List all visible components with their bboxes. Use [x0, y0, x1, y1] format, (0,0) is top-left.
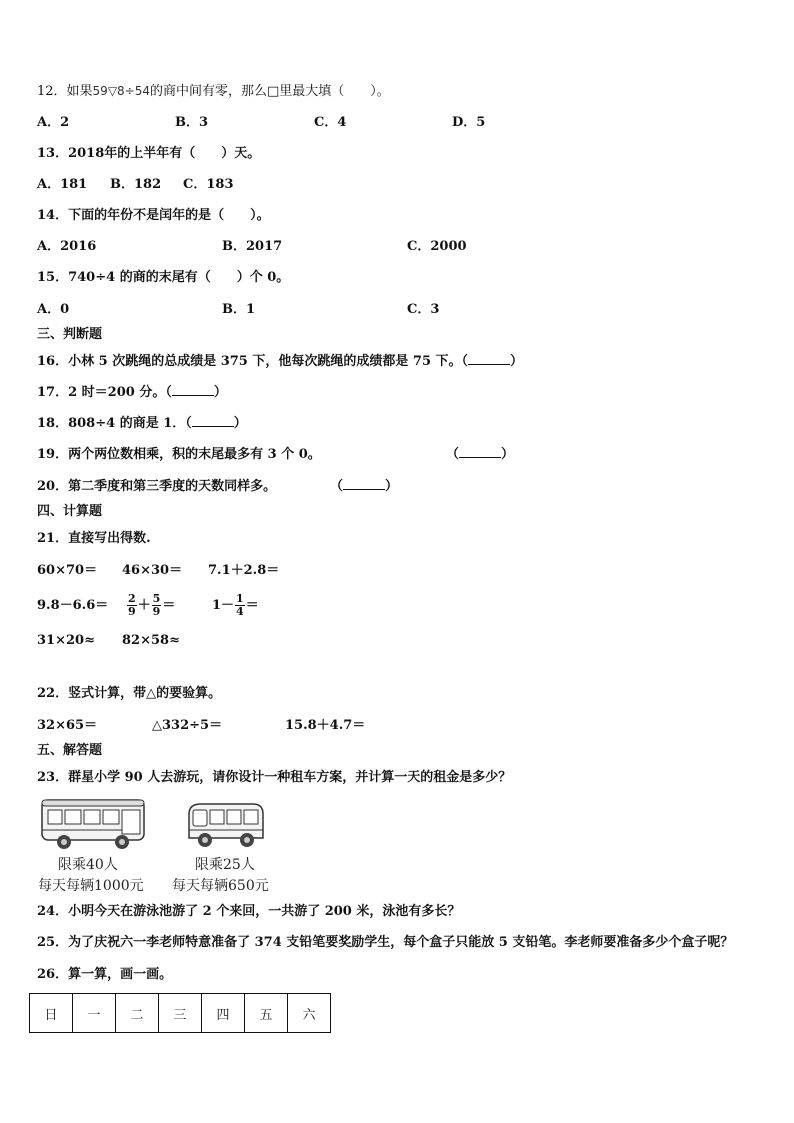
question-14: 14．下面的年份不是闰年的是（ ）。 [37, 208, 270, 223]
q15-option-b: B．1 [222, 302, 256, 317]
q21-item-6: 1－ $\frac{1}{4}$ ＝ [212, 592, 259, 618]
q12-stem-pre: 12．如果 [37, 84, 93, 99]
q12-option-c: C．4 [314, 115, 347, 130]
weekday-cell: 三 [159, 994, 202, 1033]
bus2-price: 每天每辆650元 [172, 878, 269, 894]
q21-item-8: 82×58≈ [122, 633, 180, 648]
question-19 [37, 446, 321, 464]
q21-item-3: 7.1＋2.8＝ [208, 563, 280, 578]
q14-option-a: A．2016 [37, 239, 97, 254]
q20-answer-slot: （ ） [330, 479, 399, 494]
small-bus-icon [183, 800, 267, 852]
q12-expression: 59▽8÷54 [92, 84, 151, 98]
q15-option-c: C．3 [407, 302, 440, 317]
q22-item-3: 15.8＋4.7＝ [285, 718, 366, 733]
question-25: 25．为了庆祝六一李老师特意准备了 374 支铅笔要奖励学生，每个盒子只能放 5 支铅笔。李老师要准备多少个盒子呢？ [37, 935, 734, 950]
q17-text: 17．2 时＝200 分。 [37, 385, 166, 400]
weekday-cell: 日 [30, 994, 73, 1033]
q12-stem-post: 的商中间有零，那么□里最大填（ ）。 [150, 84, 390, 99]
weekday-table [29, 993, 331, 1033]
question-17: 17．2 时＝200 分。（ ） [37, 385, 227, 400]
q12-option-b: B．3 [175, 115, 209, 130]
q14-option-b: B．2017 [222, 239, 283, 254]
q13-option-c: C．183 [183, 177, 234, 192]
q21-fraction-1-4: $\frac{1}{4}$ [236, 592, 244, 618]
question-24: 24．小明今天在游泳池游了 2 个来回，一共游了 200 米，泳池有多长？ [37, 904, 461, 919]
question-15: 15．740÷4 的商的末尾有（ ）个 0。 [37, 270, 290, 285]
q21-fraction-2-9: $\frac{2}{9}$ [128, 592, 136, 618]
q16-text: 16．小林 5 次跳绳的总成绩是 375 下，他每次跳绳的成绩都是 75 下。 [37, 354, 462, 369]
q18-answer-blank[interactable] [192, 415, 234, 427]
q17-answer-blank[interactable] [172, 384, 214, 396]
question-12 [37, 82, 390, 101]
section-4-heading: 四、计算题 [37, 504, 103, 519]
q16-answer-blank[interactable] [468, 353, 510, 365]
question-22: 22．竖式计算，带△的要验算。 [37, 686, 222, 701]
q22-item-1: 32×65＝ [37, 718, 98, 733]
q21-fraction-5-9: $\frac{5}{9}$ [152, 592, 161, 618]
q19-answer-slot: （ ） [446, 447, 515, 462]
question-23: 23．群星小学 90 人去游玩，请你设计一种租车方案，并计算一天的租金是多少？ [37, 770, 512, 785]
q21-item-5: $\frac{2}{9}$ ＋ $\frac{5}{9}$ ＝ [128, 592, 176, 618]
weekday-cell: 五 [245, 994, 288, 1033]
q22-item-2: △332÷5＝ [152, 718, 223, 733]
q15-option-a: A．0 [37, 302, 70, 317]
question-26: 26．算一算，画一画。 [37, 967, 173, 982]
large-bus-icon [40, 796, 148, 852]
q19-text: 19．两个两位数相乘，积的末尾最多有 3 个 0。 [37, 447, 321, 462]
weekday-header-row [30, 994, 331, 1033]
bus1-capacity: 限乘40人 [58, 857, 118, 873]
q19-answer-blank[interactable] [459, 446, 501, 458]
q20-answer-blank[interactable] [343, 478, 385, 490]
section-3-heading: 三、判断题 [37, 327, 103, 342]
q21-item-2: 46×30＝ [122, 563, 183, 578]
question-21: 21．直接写出得数. [37, 531, 151, 546]
weekday-cell: 二 [116, 994, 159, 1033]
section-5-heading: 五、解答题 [37, 743, 103, 758]
question-16: 16．小林 5 次跳绳的总成绩是 375 下，他每次跳绳的成绩都是 75 下。（ ） [37, 354, 524, 369]
q12-option-d: D．5 [452, 115, 486, 130]
question-13: 13．2018年的上半年有（ ）天。 [37, 146, 261, 161]
weekday-cell: 六 [288, 994, 331, 1033]
bus1-price: 每天每辆1000元 [38, 878, 144, 894]
q18-text: 18．808÷4 的商是 1． [37, 416, 186, 431]
q21-item-1: 60×70＝ [37, 563, 98, 578]
weekday-cell: 一 [73, 994, 116, 1033]
q13-option-b: B．182 [110, 177, 162, 192]
q13-option-a: A．181 [37, 177, 88, 192]
q14-option-c: C．2000 [407, 239, 467, 254]
bus2-capacity: 限乘25人 [195, 857, 255, 873]
question-18: 18．808÷4 的商是 1．（ ） [37, 416, 247, 431]
q21-item-4: 9.8－6.6＝ [37, 598, 109, 613]
weekday-cell: 四 [202, 994, 245, 1033]
question-20 [37, 478, 276, 496]
q20-text: 20．第二季度和第三季度的天数同样多。 [37, 479, 277, 494]
q12-option-a: A．2 [37, 115, 70, 130]
q21-item-7: 31×20≈ [37, 633, 95, 648]
